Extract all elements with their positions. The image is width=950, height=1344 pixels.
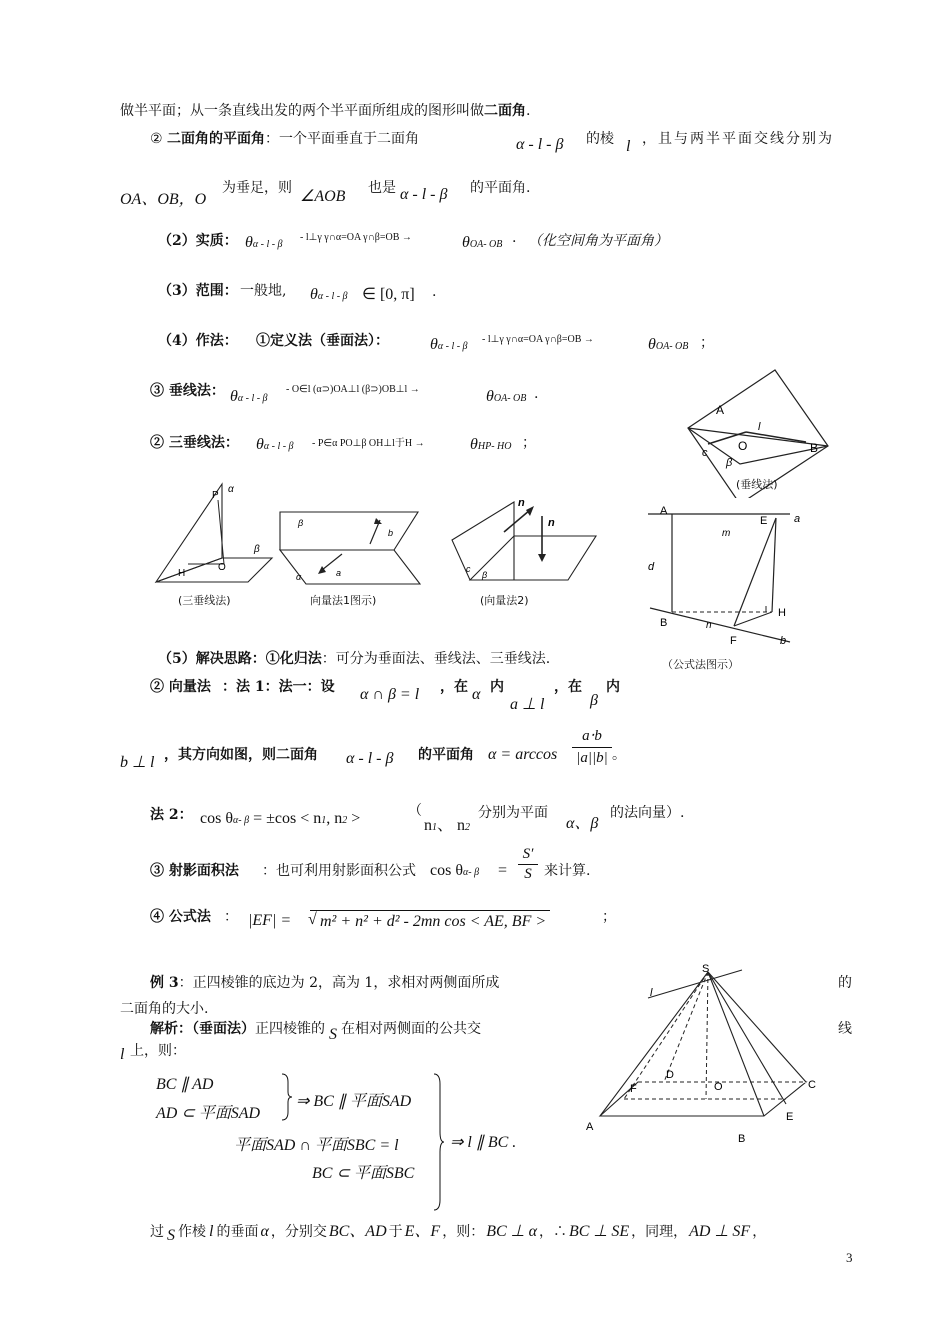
text: 上，则：	[130, 1043, 186, 1059]
label-H: H	[778, 607, 786, 619]
math: ∠AOB	[300, 188, 346, 205]
label-alpha: α	[296, 572, 302, 582]
arrow-condition: - P∈α PO⊥β OH⊥l于H →	[312, 438, 425, 449]
math: |EF| =	[248, 912, 292, 929]
denominator: S	[524, 866, 532, 882]
math: α - l - β	[516, 136, 564, 153]
punct: ：	[224, 909, 238, 925]
edge-SC	[708, 972, 806, 1082]
math: l	[626, 138, 631, 155]
text: .	[526, 103, 531, 119]
text: 来计算.	[544, 863, 591, 879]
label-A: A	[660, 505, 668, 517]
term-plane-angle: 二面角的平面角	[167, 131, 266, 147]
arrow-condition: - l⊥γ γ∩α=OA γ∩β=OB →	[482, 334, 594, 345]
height	[706, 972, 708, 1099]
equation: BC ∥ AD	[156, 1076, 214, 1093]
label-n1: n	[518, 497, 525, 509]
figure-vector-1	[278, 510, 428, 590]
label-a: a	[794, 513, 801, 525]
figure-caption: （公式法图示）	[662, 658, 739, 671]
equation: BC ⊂ 平面SBC	[312, 1165, 415, 1182]
figure-three-perpendicular	[148, 478, 278, 593]
arrowhead	[526, 506, 534, 516]
text: ，其方向如图，则二面角	[164, 747, 318, 763]
label-m: m	[722, 528, 731, 539]
label-B: B	[660, 617, 668, 629]
text: 的平面角	[418, 747, 474, 763]
method-projection: ③ 射影面积法	[150, 863, 239, 879]
theta-result: θHP- HO	[470, 436, 512, 453]
method-three-perpendicular: ② 三垂线法：	[150, 435, 239, 451]
label-beta: β	[482, 570, 488, 580]
equation: ⇒ l ∥ BC .	[450, 1134, 517, 1151]
edge-SB	[708, 972, 764, 1116]
label-A: A	[716, 403, 725, 417]
label-n: n	[706, 620, 712, 631]
theta-result: θOA- OB	[648, 336, 689, 353]
equals: =	[498, 862, 508, 879]
text: 为垂足，则	[222, 180, 292, 196]
fraction	[572, 726, 612, 767]
theta-result: θOA- OB	[486, 388, 527, 405]
text: 一般地,	[240, 283, 287, 299]
text: ，在	[440, 679, 468, 695]
plane-shape	[470, 536, 596, 580]
label-beta: β	[254, 544, 260, 555]
label-l: l	[758, 421, 761, 433]
edge-SA	[600, 972, 708, 1116]
method-formula: ④ 公式法	[150, 909, 211, 925]
label-beta: β	[298, 518, 304, 528]
math: α - l - β	[346, 750, 394, 767]
solution: 解析：（垂面法）正四棱锥的 S 在相对两侧面的公共交	[150, 1021, 481, 1043]
sqrt-formula: √ m² + n² + d² - 2mn cos < AE, BF >	[310, 910, 550, 931]
label-c: c	[702, 447, 708, 459]
label-P: P	[212, 490, 219, 501]
label-B: B	[738, 1133, 746, 1145]
method-vector: ② 向量法	[150, 679, 211, 695]
label-E: E	[786, 1111, 794, 1123]
punct: ；	[522, 435, 536, 451]
text: 的棱	[586, 131, 614, 147]
figure-caption: (垂线法)	[736, 478, 778, 491]
text: ：也可利用射影面积公式	[262, 863, 416, 879]
last-line: 过 S 作棱 l 的垂面 α ，分别交 BC、AD 于 E、F ，则： BC ⊥ α ，∴ BC ⊥ SE ，同理， AD ⊥ SF ，	[150, 1223, 767, 1244]
label-O: O	[738, 439, 748, 453]
plane-shape	[156, 558, 272, 582]
math: α = arccos	[488, 746, 558, 763]
segment-EH	[772, 518, 776, 612]
method-2-label: 法 2：	[150, 807, 193, 823]
math: β	[590, 692, 598, 709]
theta: θα - l - β	[230, 388, 268, 405]
segment-FH	[734, 612, 772, 626]
equation: 平面SAD ∩ 平面SBC = l	[234, 1137, 399, 1154]
method-perpendicular: ③ 垂线法：	[150, 383, 225, 399]
punct: ；	[602, 909, 616, 925]
text: 做半平面；从一条直线出发的两个半平面所组成的图形叫做	[120, 103, 484, 119]
note: （化空间角为平面角）	[528, 233, 668, 249]
arrowhead	[374, 518, 382, 524]
punct: （	[408, 803, 422, 819]
numerator: a⋅b	[582, 728, 602, 744]
math: b ⊥ l	[120, 754, 155, 771]
label-a: a	[336, 568, 342, 578]
cos-formula: cos θα- β = ±cos < n1, n2 >	[200, 810, 361, 827]
arrow-condition: - l⊥γ γ∩α=OA γ∩β=OB →	[300, 232, 412, 243]
figure-formula	[640, 498, 820, 658]
math: OA、OB，O	[120, 191, 207, 208]
brace	[280, 1072, 294, 1122]
label-O: O	[218, 562, 226, 573]
figure-caption: 向量法1图示)	[310, 594, 377, 607]
label-c: c	[466, 564, 471, 574]
punct: ；	[700, 335, 714, 351]
label-F: F	[630, 1083, 637, 1095]
label-O: O	[714, 1081, 723, 1093]
theta: θα - l - β	[245, 234, 283, 251]
theta: θα - l - β	[430, 336, 468, 353]
text: ：一个平面垂直于二面角	[265, 131, 420, 147]
edge-SD	[664, 972, 708, 1082]
paragraph-2	[150, 128, 419, 148]
segment-EF	[734, 518, 776, 626]
text: 内	[490, 679, 504, 695]
label-b: b	[780, 635, 787, 647]
section-2-label: （2）实质：	[158, 233, 238, 249]
equation: ⇒ BC ∥ 平面SAD	[296, 1093, 412, 1110]
equation: AD ⊂ 平面SAD	[156, 1105, 261, 1122]
text: 的平面角.	[470, 180, 531, 196]
label-d: d	[648, 561, 655, 573]
text: 也是	[368, 180, 396, 196]
normals: n1、 n2	[424, 817, 471, 834]
text: 分别为平面	[478, 805, 548, 821]
label-B: B	[810, 441, 819, 455]
figure-vector-2	[448, 496, 598, 591]
term-dihedral-angle: 二面角	[484, 103, 526, 119]
paragraph-1	[120, 100, 530, 120]
label-D: D	[666, 1069, 674, 1081]
page-number: 3	[846, 1250, 853, 1265]
denominator: |a||b|	[576, 750, 608, 766]
plane-shape	[452, 502, 514, 580]
text: ：法 1：法一：设	[222, 679, 335, 695]
math: α、β	[566, 815, 599, 832]
range-expr: ∈ [0, π]	[362, 286, 415, 303]
label-l: l	[650, 987, 653, 999]
numerator: S′	[522, 846, 534, 862]
text: ，且与两半平面交线分别为	[642, 131, 834, 147]
theta-result: θOA- OB	[462, 234, 503, 251]
brace	[432, 1072, 446, 1212]
label-F: F	[730, 635, 737, 647]
label-beta: β	[726, 457, 733, 469]
math: α ∩ β = l	[360, 686, 420, 703]
math: l	[120, 1046, 125, 1063]
label-b: b	[388, 528, 394, 538]
label-A: A	[586, 1121, 594, 1133]
arrowhead	[538, 554, 546, 562]
text: 二面角的大小.	[120, 1001, 209, 1017]
figure-caption: (三垂线法)	[178, 594, 231, 607]
section-3-label: （3）范围：	[158, 283, 238, 299]
label-n2: n	[548, 517, 555, 529]
text: 的	[838, 975, 852, 991]
math: α	[472, 686, 481, 703]
label-alpha: α	[228, 484, 234, 495]
theta: θα - l - β	[256, 436, 294, 453]
theta: θα - l - β	[310, 286, 348, 303]
method-definition: ①定义法（垂面法）：	[256, 333, 389, 349]
figure-pyramid	[582, 964, 842, 1150]
figure-caption: (向量法2)	[480, 594, 529, 607]
text: 线	[838, 1021, 852, 1037]
section-5: （5）解决思路：①化归法：可分为垂面法、垂线法、三垂线法.	[158, 651, 551, 667]
label-E: E	[760, 515, 768, 527]
fraction	[518, 846, 538, 883]
section-4-label: （4）作法：	[158, 333, 238, 349]
math: α - l - β	[400, 186, 448, 203]
math: a ⊥ l	[510, 696, 545, 713]
label-C: C	[808, 1079, 816, 1091]
segment	[218, 500, 224, 564]
text: 内	[606, 679, 620, 695]
text: ②	[150, 131, 168, 147]
arrow-condition: - O∈l (α⊃)OA⊥l (β⊃)OB⊥l →	[286, 384, 420, 395]
normal-n1	[504, 510, 530, 532]
text: ，在	[554, 679, 582, 695]
cos-theta: cos θα- β	[430, 862, 480, 879]
example-3: 例 3：正四棱锥的底边为 2，高为 1，求相对两侧面所成	[150, 975, 500, 991]
label-S: S	[702, 964, 710, 975]
text: 的法向量）.	[610, 805, 685, 821]
punct: 。	[612, 747, 626, 763]
label-H: H	[178, 568, 186, 579]
